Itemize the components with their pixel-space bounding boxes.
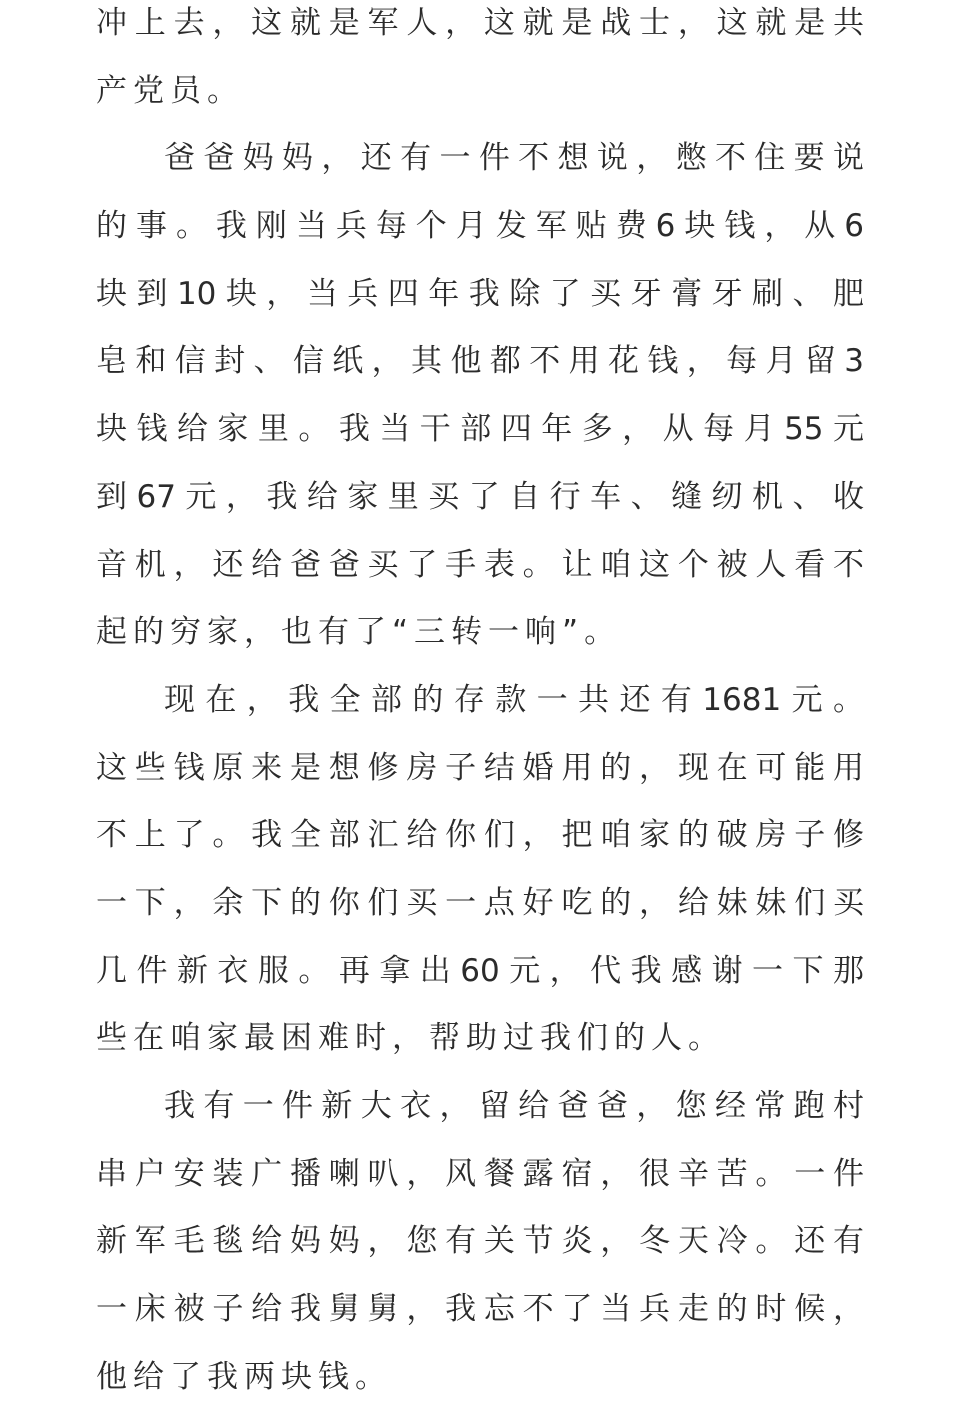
text-line: 些在咱家最困难时，帮助过我们的人。: [96, 1020, 725, 1057]
text-line: 这些钱原来是想修房子结婚用的，现在可能用: [96, 749, 864, 786]
text-line: 串户安装广播喇叭，风餐露宿，很辛苦。一件: [96, 1155, 864, 1192]
text-line: 的事。我刚当兵每个月发军贴费6块钱，从6: [96, 208, 864, 245]
text-line: 皂和信封、信纸，其他都不用花钱，每月留3: [96, 343, 864, 380]
text-line: 他给了我两块钱。: [96, 1358, 392, 1395]
text-line: 新军毛毯给妈妈，您有关节炎，冬天冷。还有: [96, 1223, 864, 1260]
text-line: 不上了。我全部汇给你们，把咱家的破房子修: [96, 817, 864, 854]
text-line: 到67元，我给家里买了自行车、缝纫机、收: [96, 478, 864, 515]
text-line: 一床被子给我舅舅，我忘不了当兵走的时候，: [96, 1291, 864, 1328]
text-line: 几件新衣服。再拿出60元，代我感谢一下那: [96, 952, 864, 989]
text-line: 产党员。: [96, 72, 244, 109]
text-line: 爸爸妈妈，还有一件不想说，憋不住要说: [164, 140, 864, 177]
text-line: 起的穷家，也有了“三转一响”。: [96, 614, 622, 651]
text-line: 音机，还给爸爸买了手表。让咱这个被人看不: [96, 546, 864, 583]
text-line: 块到10块，当兵四年我除了买牙膏牙刷、肥: [96, 275, 864, 312]
text-line: 我有一件新大衣，留给爸爸，您经常跑村: [164, 1088, 864, 1124]
text-line: 一下，余下的你们买一点好吃的，给妹妹们买: [96, 884, 864, 921]
text-line: 现在，我全部的存款一共还有1681元。: [164, 681, 864, 718]
text-line: 块钱给家里。我当干部四年多，从每月55元: [96, 411, 864, 448]
article-body: [96, 0, 864, 1411]
text-line: 冲上去，这就是军人，这就是战士，这就是共: [96, 5, 864, 41]
